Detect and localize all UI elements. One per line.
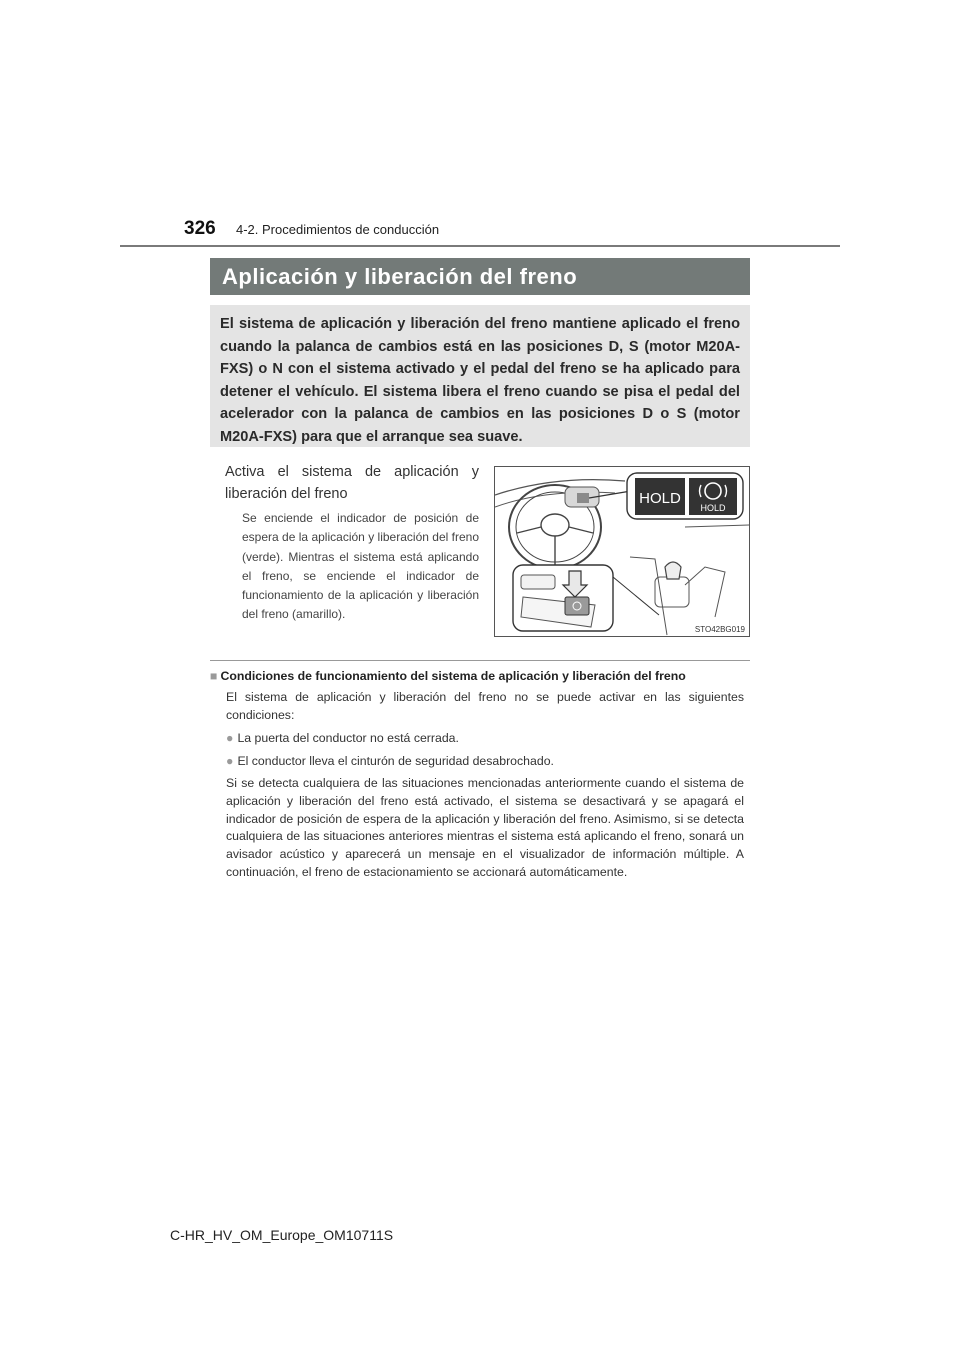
lead-text: Activa el sistema de aplicación y liberación del freno bbox=[225, 464, 479, 502]
indicator-1-label: HOLD bbox=[639, 490, 681, 507]
conditions-bullet-text: La puerta del conductor no está cerrada. bbox=[237, 731, 459, 745]
footer-code: C-HR_HV_OM_Europe_OM10711S bbox=[170, 1227, 394, 1243]
indicator-2-label: HOLD bbox=[700, 503, 726, 513]
conditions-heading bbox=[210, 669, 750, 683]
section-rule bbox=[210, 660, 750, 661]
conditions-bullet-text: El conductor lleva el cinturón de seguridad desabrochado. bbox=[237, 754, 554, 768]
circle-bullet-icon: ● bbox=[226, 754, 234, 768]
square-bullet-icon: ■ bbox=[210, 669, 218, 683]
page-title: Aplicación y liberación del freno bbox=[210, 258, 750, 295]
figure-code: STO42BG019 bbox=[694, 625, 745, 634]
header-rule bbox=[120, 245, 840, 247]
conditions-bullet bbox=[226, 729, 744, 747]
dashboard-illustration bbox=[495, 467, 749, 636]
conditions-bullet bbox=[226, 752, 744, 770]
circle-bullet-icon: ● bbox=[226, 731, 234, 745]
detail-text: Se enciende el indicador de posición de espera de la aplicación y liberación del freno (verde). Mientras el sistema está aplicando el freno, se enciende el indicador de funcionamiento de la aplicación y liberación del freno (amarillo). bbox=[242, 511, 479, 622]
intro-box: El sistema de aplicación y liberación del freno mantiene aplicado el freno cuando la palanca de cambios está en las posiciones D, S (motor M20A-FXS) o N con el sistema activado y el pedal del freno se ha aplicado para detener el vehículo. El sistema libera el freno cuando se pisa el pedal del acelerador con la palanca de cambios en las posiciones D o S (motor M20A-FXS) para que el arranque sea suave. bbox=[210, 305, 750, 447]
conditions-heading-text: Condiciones de funcionamiento del sistema de aplicación y liberación del freno bbox=[220, 669, 686, 683]
conditions-paragraph: Si se detecta cualquiera de las situaciones mencionadas anteriormente cuando el sistema de aplicación y liberación del freno está activado, el sistema se desactivará y se apagará el indicador de posición de espera de la aplicación y liberación del freno. Asimismo, si se detecta cualquiera de las situaciones anteriores mientras el sistema está aplicando el freno, sonará un avisador acústico y aparecerá un mensaje en el visualizador de información múltiple. A continuación, el freno de estacionamiento se accionará automáticamente. bbox=[226, 776, 744, 879]
conditions-intro: El sistema de aplicación y liberación del freno no se puede activar en las siguientes condiciones: bbox=[226, 690, 744, 722]
section-reference: 4-2. Procedimientos de conducción bbox=[236, 222, 440, 237]
page-number: 326 bbox=[184, 218, 216, 239]
illustration bbox=[494, 466, 750, 637]
hold-switch-icon bbox=[565, 597, 589, 615]
